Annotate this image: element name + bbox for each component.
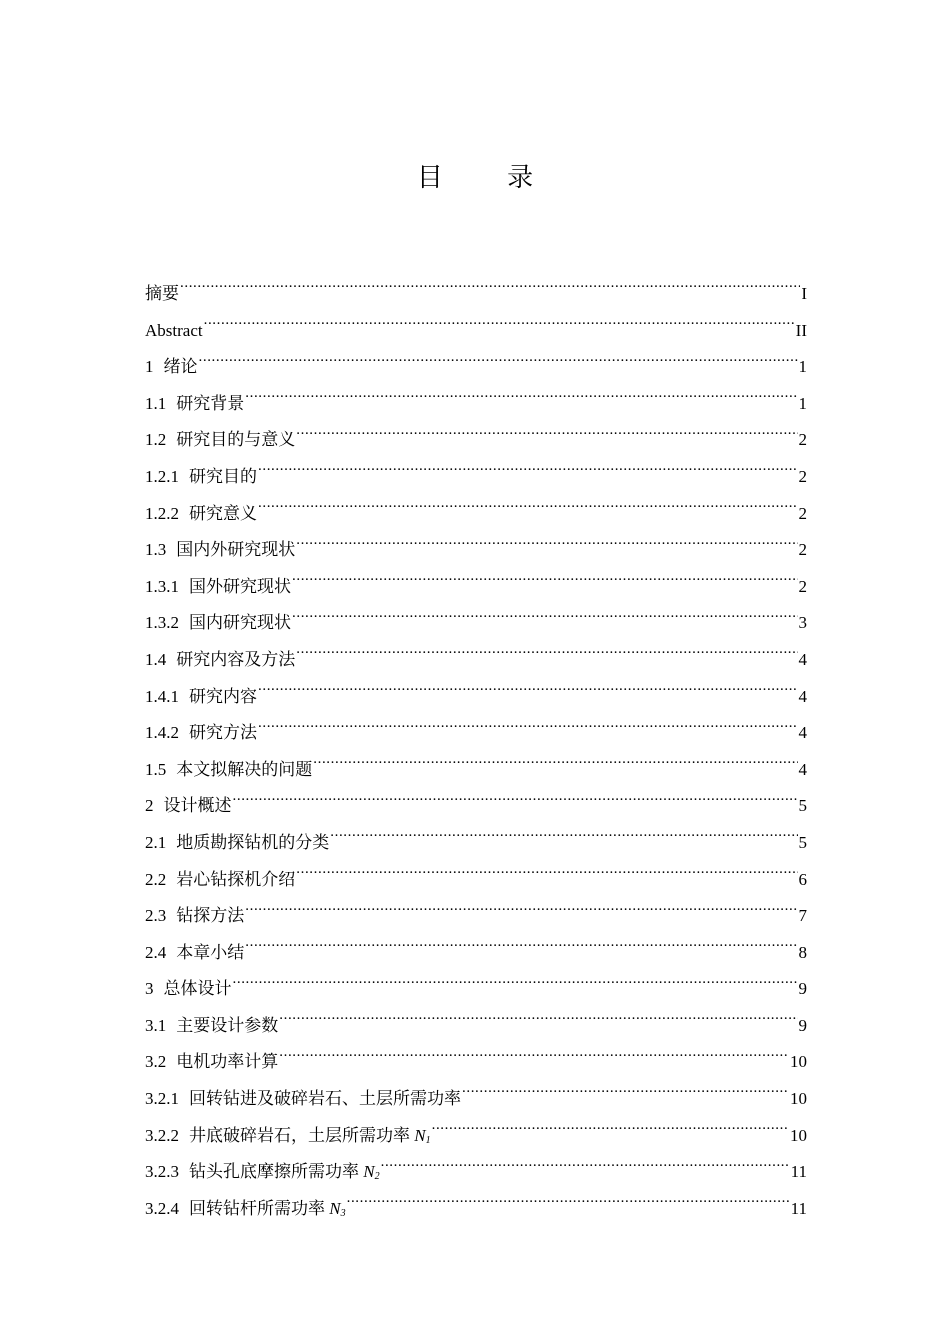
toc-list: [145, 276, 807, 1227]
toc-entry[interactable]: [145, 1081, 807, 1118]
toc-entry-title: 钻头孔底摩擦所需功率: [189, 1162, 364, 1182]
toc-entry-leader: [245, 392, 797, 409]
toc-entry-leader: [245, 904, 797, 921]
toc-entry-leader: [296, 868, 797, 885]
toc-entry-leader: [204, 319, 795, 336]
toc-entry-page: 8: [798, 942, 807, 962]
toc-entry-number: 2.1: [145, 832, 167, 852]
toc-entry-page: I: [801, 284, 807, 303]
toc-entry-title: 井底破碎岩石，土层所需功率: [189, 1125, 415, 1145]
toc-entry[interactable]: [145, 276, 807, 313]
toc-entry-leader: [258, 465, 798, 482]
toc-entry-title: Abstract: [145, 320, 203, 340]
toc-entry-page: 6: [798, 869, 807, 889]
toc-entry-page: 2: [798, 466, 807, 486]
toc-entry-page: 2: [798, 503, 807, 523]
toc-entry-leader: [462, 1087, 789, 1104]
toc-entry-leader: [381, 1160, 790, 1177]
toc-entry-number: 1.2: [145, 430, 167, 450]
toc-entry-number: 1.3.1: [145, 576, 179, 596]
toc-entry-page: 1: [798, 357, 807, 377]
toc-entry[interactable]: [145, 422, 807, 459]
toc-entry-leader: [258, 685, 798, 702]
toc-entry-number: 2.4: [145, 942, 167, 962]
toc-entry-number: 3.2.3: [145, 1162, 179, 1182]
toc-entry-page: 9: [798, 1015, 807, 1035]
toc-entry[interactable]: [145, 605, 807, 642]
toc-entry-number: 1.3: [145, 540, 167, 560]
toc-entry-leader: [279, 1050, 789, 1067]
toc-entry-title: 主要设计参数: [176, 1015, 279, 1035]
toc-entry-leader: [199, 355, 798, 372]
toc-entry-title: 回转钻进及破碎岩石、土层所需功率: [189, 1089, 461, 1109]
toc-entry[interactable]: [145, 825, 807, 862]
toc-entry[interactable]: [145, 1118, 807, 1155]
toc-entry-page: 1: [798, 393, 807, 413]
toc-entry-page: 10: [790, 1089, 807, 1109]
toc-entry-title: 研究目的与意义: [176, 430, 296, 450]
toc-entry-page: 2: [798, 540, 807, 560]
toc-entry-page: 5: [798, 832, 807, 852]
toc-entry-page: 3: [798, 613, 807, 633]
toc-entry[interactable]: [145, 496, 807, 533]
toc-entry-title: 钻探方法: [176, 906, 245, 926]
toc-entry-title: 国内研究现状: [189, 613, 291, 633]
toc-entry-title: 国外研究现状: [189, 576, 291, 596]
toc-entry-number: 3: [145, 979, 154, 999]
toc-entry-title: 回转钻杆所需功率: [189, 1198, 330, 1218]
toc-entry-page: 4: [798, 649, 807, 669]
toc-entry[interactable]: [145, 971, 807, 1008]
toc-entry-number: 3.2.1: [145, 1089, 179, 1109]
toc-entry-number: 1.4.2: [145, 723, 179, 743]
toc-entry-symbol: $N_1$: [414, 1125, 431, 1146]
toc-entry-leader: [233, 977, 798, 994]
toc-entry-page: 5: [798, 796, 807, 816]
toc-entry[interactable]: [145, 1154, 807, 1191]
toc-entry-title: 研究意义: [189, 503, 257, 523]
toc-entry-title: 地质勘探钻机的分类: [176, 832, 330, 852]
toc-entry-leader: [292, 575, 798, 592]
toc-entry[interactable]: [145, 532, 807, 569]
toc-entry-leader: [330, 831, 797, 848]
toc-entry[interactable]: [145, 569, 807, 606]
toc-entry-title: 岩心钻探机介绍: [176, 869, 296, 889]
toc-entry[interactable]: [145, 898, 807, 935]
toc-entry-page: 9: [798, 979, 807, 999]
toc-entry-number: 1.2.1: [145, 466, 179, 486]
toc-entry-number: 3.2: [145, 1052, 167, 1072]
toc-entry-symbol: $N_2$: [363, 1162, 380, 1183]
toc-entry-page: 10: [790, 1052, 807, 1072]
toc-entry-leader: [296, 428, 797, 445]
toc-entry-number: 1.2.2: [145, 503, 179, 523]
toc-entry-page: 4: [798, 759, 807, 779]
toc-entry-title: 研究内容: [189, 686, 257, 706]
toc-entry-number: 1.5: [145, 759, 167, 779]
toc-entry-number: 1: [145, 357, 154, 377]
toc-entry-number: 1.4.1: [145, 686, 179, 706]
toc-entry-leader: [296, 538, 797, 555]
toc-entry-leader: [279, 1014, 797, 1031]
toc-entry-number: 2.3: [145, 906, 167, 926]
toc-entry[interactable]: [145, 642, 807, 679]
toc-entry[interactable]: [145, 1191, 807, 1228]
toc-entry[interactable]: [145, 862, 807, 899]
toc-entry-title: 研究方法: [189, 723, 257, 743]
toc-entry[interactable]: [145, 935, 807, 972]
toc-entry-number: 2.2: [145, 869, 167, 889]
toc-entry[interactable]: [145, 679, 807, 716]
toc-entry-page: 10: [790, 1125, 807, 1145]
toc-entry-page: 11: [790, 1198, 807, 1218]
toc-entry-page: 11: [790, 1162, 807, 1182]
toc-entry-title: 电机功率计算: [176, 1052, 279, 1072]
toc-entry-title: 研究内容及方法: [176, 649, 296, 669]
toc-entry-title: 本章小结: [176, 942, 245, 962]
toc-entry-leader: [180, 282, 800, 299]
toc-entry-leader: [432, 1124, 789, 1141]
toc-entry-page: 2: [798, 576, 807, 596]
toc-entry-title: 国内外研究现状: [176, 540, 296, 560]
toc-entry[interactable]: [145, 1008, 807, 1045]
toc-entry-page: 4: [798, 686, 807, 706]
toc-entry-title: 总体设计: [163, 979, 232, 999]
toc-entry-number: 3.2.2: [145, 1125, 179, 1145]
toc-entry-symbol: $N_3$: [329, 1198, 346, 1219]
toc-entry-number: 1.3.2: [145, 613, 179, 633]
toc-entry[interactable]: [145, 313, 807, 350]
toc-entry-number: 2: [145, 796, 154, 816]
toc-entry[interactable]: [145, 1044, 807, 1081]
toc-entry-page: 2: [798, 430, 807, 450]
toc-entry-leader: [233, 794, 798, 811]
toc-entry-title: 研究背景: [176, 393, 245, 413]
toc-entry[interactable]: [145, 386, 807, 423]
toc-entry-leader: [292, 611, 798, 628]
toc-entry-title: 研究目的: [189, 466, 257, 486]
toc-entry[interactable]: [145, 349, 807, 386]
toc-entry-leader: [296, 648, 797, 665]
toc-entry[interactable]: [145, 459, 807, 496]
toc-entry[interactable]: [145, 788, 807, 825]
toc-entry-title: 绪论: [163, 357, 198, 377]
toc-entry-leader: [347, 1197, 790, 1214]
toc-entry-leader: [245, 941, 797, 958]
toc-entry-number: 1.4: [145, 649, 167, 669]
toc-entry-leader: [313, 758, 797, 775]
toc-entry-page: 4: [798, 723, 807, 743]
toc-entry-page: II: [795, 320, 807, 340]
toc-title: 目 录: [416, 163, 562, 193]
toc-entry-leader: [258, 721, 798, 738]
toc-entry[interactable]: [145, 752, 807, 789]
toc-entry-page: 7: [798, 906, 807, 926]
toc-entry-leader: [258, 502, 798, 519]
toc-entry[interactable]: [145, 715, 807, 752]
toc-entry-number: 3.1: [145, 1015, 167, 1035]
toc-entry-title: 本文拟解决的问题: [176, 759, 313, 779]
toc-entry-title: 摘要: [145, 284, 179, 303]
toc-entry-title: 设计概述: [163, 796, 232, 816]
toc-entry-number: 1.1: [145, 393, 167, 413]
toc-entry-number: 3.2.4: [145, 1198, 179, 1218]
